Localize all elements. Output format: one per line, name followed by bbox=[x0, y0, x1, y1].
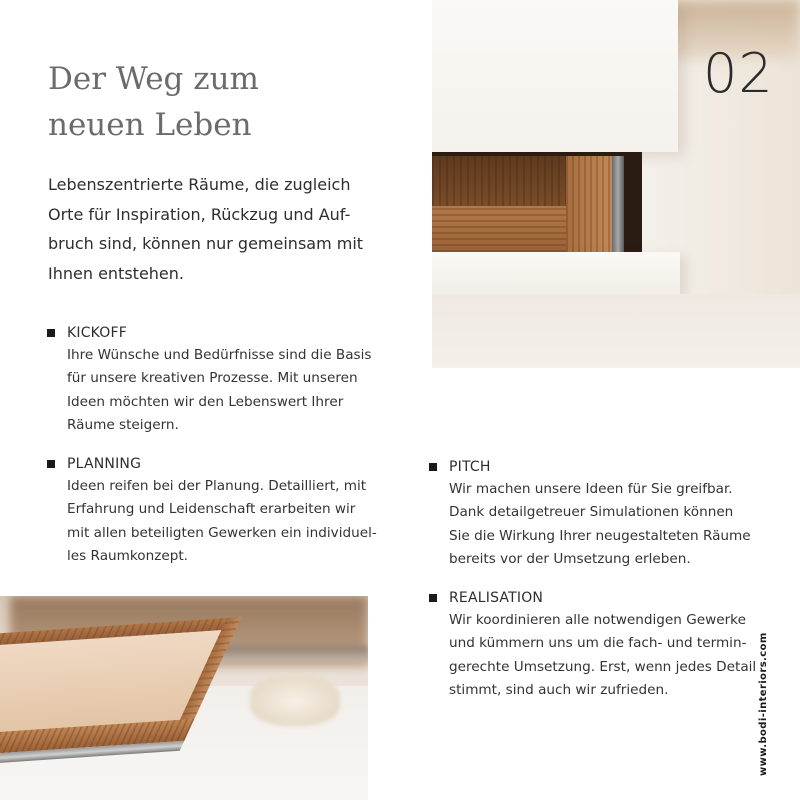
page-title bbox=[48, 56, 388, 148]
section-heading-text: KICKOFF bbox=[67, 325, 128, 341]
section-body-line: Erfahrung und Leidenschaft erarbeiten wir bbox=[67, 501, 356, 518]
photo-cabinet-bottom-panel bbox=[432, 252, 680, 294]
section-body-line: und kümmern uns um die fach- und termin- bbox=[449, 635, 747, 652]
section-body bbox=[449, 609, 760, 702]
section-kickoff bbox=[48, 322, 378, 437]
section-pitch bbox=[430, 456, 760, 571]
section-body bbox=[449, 478, 760, 571]
photo-cabinet-lower bbox=[432, 294, 800, 368]
section-body-line: bereits vor der Umsetzung erleben. bbox=[449, 550, 691, 567]
section-body-line: für unsere kreativen Prozesse. Mit unseren bbox=[67, 370, 358, 387]
intro-line: Lebenszentrierte Räume, die zugleich bbox=[48, 175, 351, 194]
section-body-line: gerechte Umsetzung. Erst, wenn jedes Detail bbox=[449, 658, 757, 675]
intro-paragraph bbox=[48, 170, 378, 288]
page-title-line: neuen Leben bbox=[48, 107, 252, 143]
section-planning bbox=[48, 453, 378, 568]
section-body bbox=[67, 475, 378, 568]
page-number: 02 bbox=[703, 42, 774, 105]
section-body-line: Wir machen unsere Ideen für Sie greifbar. bbox=[449, 481, 733, 497]
page-title-line: Der Weg zum bbox=[48, 61, 259, 97]
wooden-tray-photo bbox=[0, 596, 368, 800]
square-bullet-icon bbox=[429, 463, 437, 471]
square-bullet-icon bbox=[47, 329, 55, 337]
section-heading bbox=[430, 456, 760, 478]
intro-line: bruch sind, können nur gemeinsam mit bbox=[48, 234, 364, 253]
website-url: www.bodi-interiors.com bbox=[758, 632, 769, 776]
photo-cabinet-top-panel bbox=[432, 0, 678, 152]
section-body-line: Räume steigern. bbox=[67, 416, 179, 433]
section-heading bbox=[48, 322, 378, 344]
photo-drawer-wood-side bbox=[566, 156, 612, 252]
square-bullet-icon bbox=[47, 460, 55, 468]
section-body-line: les Raumkonzept. bbox=[67, 547, 188, 564]
photo-soft-object bbox=[250, 676, 340, 726]
section-body-line: stimmt, sind auch wir zufrieden. bbox=[449, 681, 669, 698]
section-heading-text: REALISATION bbox=[449, 590, 544, 606]
section-body-line: Ideen möchten wir den Lebenswert Ihrer bbox=[67, 393, 344, 410]
intro-line: Orte für Inspiration, Rückzug und Auf- bbox=[48, 204, 351, 224]
section-body-line: mit allen beteiligten Gewerken ein individuel- bbox=[67, 524, 377, 541]
section-body-line: Ideen reifen bei der Planung. Detailliert, mit bbox=[67, 478, 367, 494]
section-body bbox=[67, 344, 378, 437]
photo-drawer-wood-front bbox=[432, 206, 566, 252]
intro-line: Ihnen entstehen. bbox=[48, 263, 184, 283]
section-heading bbox=[48, 453, 378, 475]
section-heading-text: PITCH bbox=[449, 459, 491, 475]
section-heading bbox=[430, 587, 760, 609]
square-bullet-icon bbox=[429, 594, 437, 602]
section-heading-text: PLANNING bbox=[67, 456, 142, 472]
section-realisation bbox=[430, 587, 760, 702]
section-body-line: Wir koordinieren alle notwendigen Gewerke bbox=[449, 612, 746, 628]
section-body-line: Sie die Wirkung Ihrer neugestalteten Räume bbox=[449, 527, 751, 544]
photo-drawer-rail bbox=[612, 156, 624, 252]
section-body-line: Ihre Wünsche und Bedürfnisse sind die Basis bbox=[67, 347, 372, 363]
section-body-line: Dank detailgetreuer Simulationen können bbox=[449, 504, 734, 521]
